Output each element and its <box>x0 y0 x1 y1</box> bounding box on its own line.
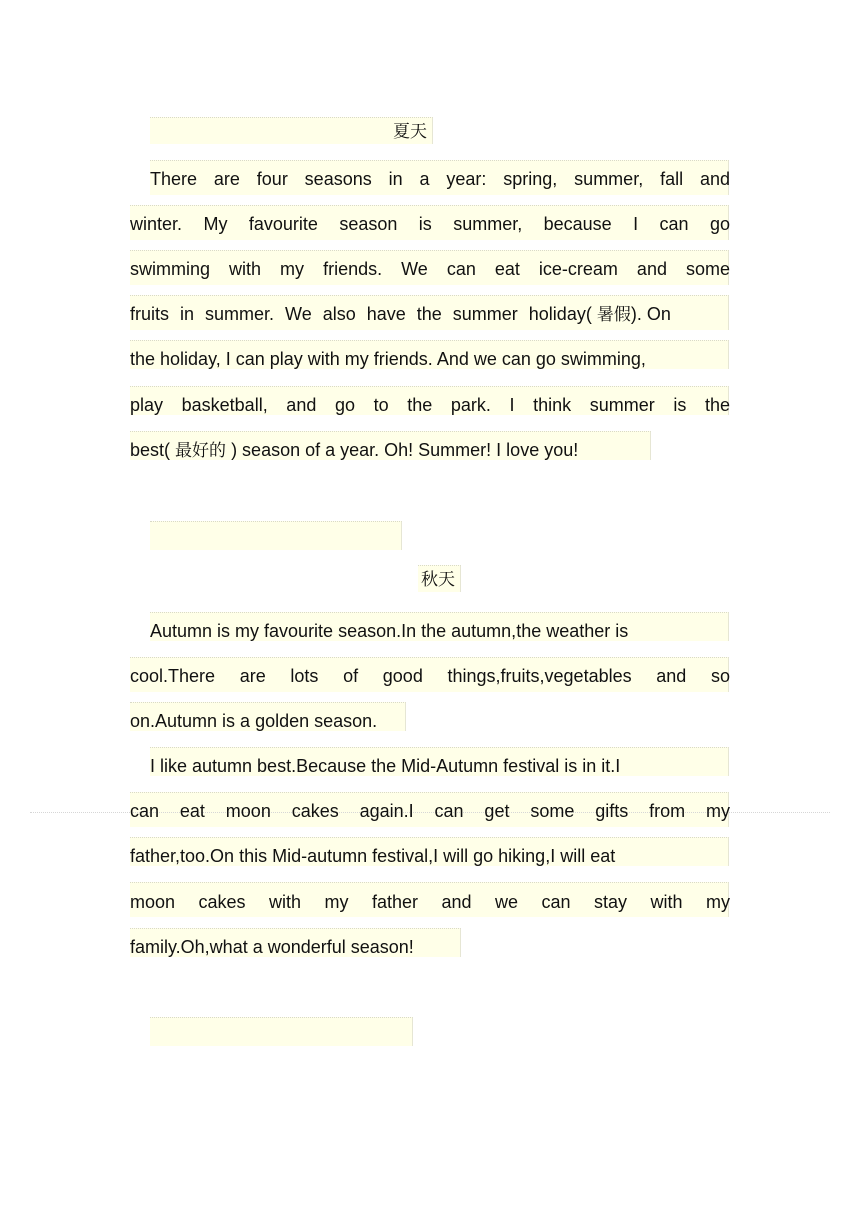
essay-2-line-3: on.Autumn is a golden season. <box>130 711 378 731</box>
essay-2-line-6: father,too.On this Mid-autumn festival,I will go hiking,I will eat <box>130 846 616 866</box>
essay-2-line-1: Autumn is my favourite season.In the autumn,the weather is <box>150 621 629 641</box>
essay-1-line-4 <box>130 303 730 326</box>
essay-2-line-4: I like autumn best.Because the Mid-Autumn festival is in it.I <box>150 756 621 776</box>
essay-1-title: 夏天 <box>393 122 427 142</box>
essay-1-line-7-tail: ) season of a year. Oh! Summer! I love you! <box>231 440 579 460</box>
essay-1-line-3: swimming with my friends. We can eat ice-cream and some <box>130 259 730 279</box>
essay-1-line-2: winter. My favourite season is summer, because I can go <box>130 214 730 234</box>
essay-1-line-7-cjk: 最好的 <box>175 441 227 461</box>
essay-2-line-5: can eat moon cakes again.I can get some gifts from my <box>130 801 730 821</box>
essay-1-line-1: There are four seasons in a year: spring, summer, fall and <box>150 169 730 189</box>
highlight-title-1 <box>150 117 433 144</box>
essay-1-line-4-text: fruits in summer. We also have the summer holiday( <box>130 304 592 324</box>
essay-1-line-7 <box>130 439 730 462</box>
essay-2-line-7: moon cakes with my father and we can stay with my <box>130 892 730 912</box>
blank-field-2 <box>150 1017 413 1046</box>
essay-2-line-8: family.Oh,what a wonderful season! <box>130 937 414 957</box>
essay-1-line-4-cjk: 暑假 <box>596 305 631 325</box>
essay-1-line-7-text: best( <box>130 440 171 460</box>
essay-1-line-4-tail: ). On <box>630 304 671 324</box>
essay-2-title: 秋天 <box>421 570 455 590</box>
essay-1-line-6: play basketball, and go to the park. I think summer is the <box>130 395 730 415</box>
essay-2-line-2: cool.There are lots of good things,fruits,vegetables and so <box>130 666 730 686</box>
blank-field-1 <box>150 521 402 550</box>
essay-1-line-5: the holiday, I can play with my friends. And we can go swimming, <box>130 349 646 369</box>
